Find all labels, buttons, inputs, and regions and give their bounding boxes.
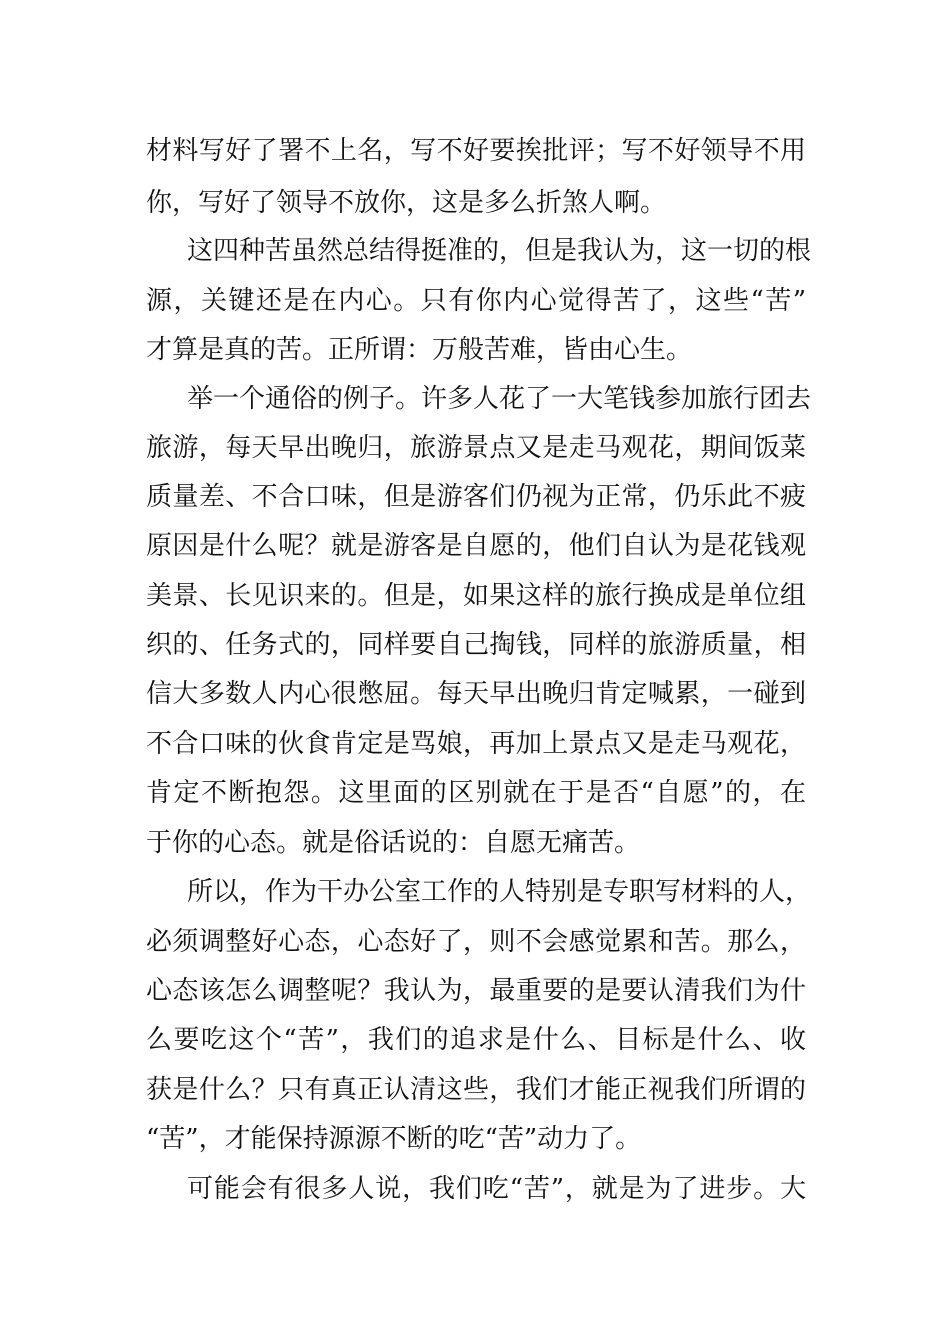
text-line: 可能会有很多人说，我们吃“苦”，就是为了进步。大	[187, 1174, 806, 1204]
text-line: 心态该怎么调整呢？我认为，最重要的是要认清我们为什	[146, 976, 806, 1006]
text-line: 才算是真的苦。正所谓：万般苦难，皆由心生。	[146, 335, 693, 365]
text-line: 源，关键还是在内心。只有你内心觉得苦了，这些“苦”	[146, 286, 806, 316]
text-line: 必须调整好心态，心态好了，则不会感觉累和苦。那么，	[146, 927, 806, 957]
text-line: 原因是什么呢？就是游客是自愿的，他们自认为是花钱观	[146, 531, 806, 561]
text-line: 这四种苦虽然总结得挺准的，但是我认为，这一切的根	[187, 236, 812, 266]
text-line: 信大多数人内心很憋屈。每天早出晚归肯定喊累，一碰到	[146, 679, 806, 709]
text-line: 质量差、不合口味，但是游客们仍视为正常，仍乐此不疲	[146, 482, 806, 512]
text-line: 肯定不断抱怨。这里面的区别就在于是否“自愿”的，在	[146, 778, 806, 808]
text-line: 旅游，每天早出晚归，旅游景点又是走马观花，期间饭菜	[146, 433, 806, 463]
text-line: 不合口味的伙食肯定是骂娘，再加上景点又是走马观花，	[146, 729, 806, 759]
text-line: 举一个通俗的例子。许多人花了一大笔钱参加旅行团去	[187, 384, 812, 414]
text-line: 美景、长见识来的。但是，如果这样的旅行换成是单位组	[146, 581, 806, 611]
text-line: 于你的心态。就是俗话说的：自愿无痛苦。	[146, 828, 641, 858]
text-line: 所以，作为干办公室工作的人特别是专职写材料的人，	[187, 877, 812, 907]
text-line: 么要吃这个“苦”，我们的追求是什么、目标是什么、收	[146, 1025, 806, 1055]
text-line: 获是什么？只有真正认清这些，我们才能正视我们所谓的	[146, 1075, 806, 1105]
text-line: “苦”，才能保持源源不断的吃“苦”动力了。	[146, 1124, 642, 1154]
text-line: 材料写好了署不上名，写不好要挨批评；写不好领导不用	[146, 136, 806, 166]
text-line: 织的、任务式的，同样要自己掏钱，同样的旅游质量，相	[146, 630, 806, 660]
text-line: 你，写好了领导不放你，这是多么折煞人啊。	[146, 188, 667, 218]
